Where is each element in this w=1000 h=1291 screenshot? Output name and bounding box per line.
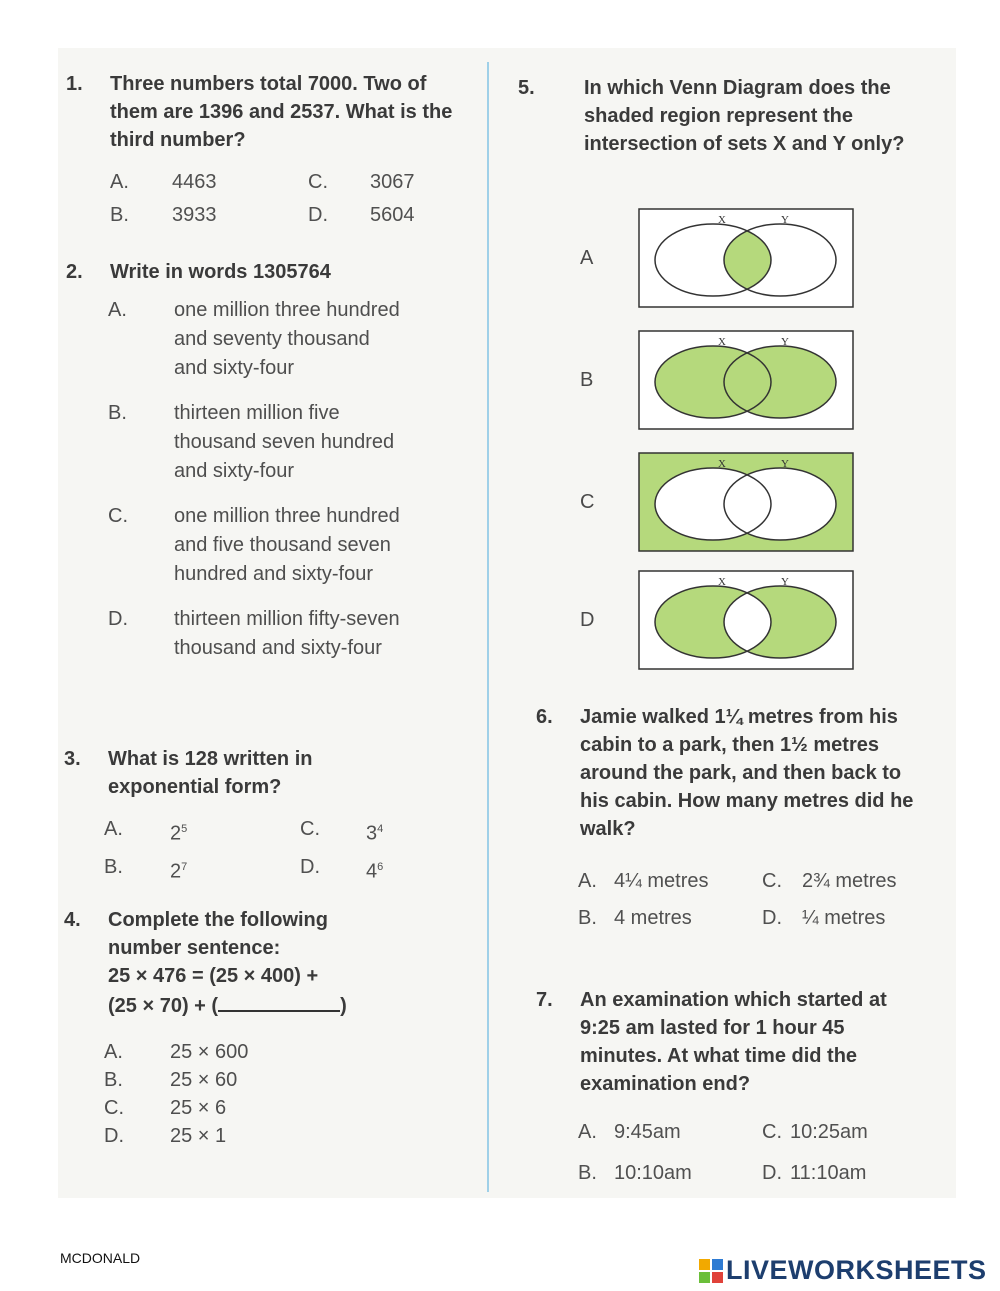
question-4	[64, 906, 474, 1150]
option-letter: A.	[108, 299, 127, 321]
question-line: 25 × 476 = (25 × 400) +	[108, 965, 319, 987]
option-b[interactable]	[170, 851, 300, 889]
question-text: Write in words 1305764	[110, 261, 331, 283]
question-text: Three numbers total 7000. Two of them are 1396 and 2537. What is the third number?	[110, 73, 453, 151]
set-x-label: X	[718, 214, 726, 226]
option-b[interactable]	[108, 399, 408, 486]
option-letter: A	[580, 246, 594, 269]
question-line: number sentence:	[108, 937, 281, 959]
venn-option-c[interactable]	[580, 452, 854, 552]
exponent-base: 2	[170, 822, 182, 845]
option-letter: C.	[108, 505, 128, 527]
question-7	[536, 986, 936, 1194]
option-c[interactable]: 3067	[370, 171, 415, 193]
question-text: In which Venn Diagram does the shaded region represent the intersection of sets X and Y only?	[584, 77, 905, 155]
set-x-label: X	[718, 576, 726, 588]
question-line: (25 × 70) + (	[108, 995, 219, 1017]
question-text	[108, 906, 474, 1020]
option-letter: D.	[762, 1162, 782, 1184]
option-text: one million three hundred and seventy thousand and sixty-four	[174, 299, 400, 379]
question-number: 4.	[64, 909, 81, 931]
option-b[interactable]: 4 metres	[614, 907, 692, 929]
option-text: thirteen million five thousand seven hundred and sixty-four	[174, 402, 395, 482]
option-d[interactable]	[108, 605, 408, 663]
option-letter: C	[580, 490, 595, 513]
option-a[interactable]: 4¼ metres	[614, 870, 709, 892]
option-letter: D.	[108, 608, 128, 630]
question-number: 5.	[518, 77, 535, 99]
option-letter: D	[580, 608, 595, 631]
set-y-label: Y	[781, 336, 789, 348]
option-a[interactable]	[104, 1038, 474, 1066]
option-text: thirteen million fifty-seven thousand and sixty-four	[174, 608, 400, 659]
set-y-label: Y	[781, 458, 789, 470]
option-letter: A.	[578, 870, 597, 892]
set-y-label: Y	[781, 576, 789, 588]
question-2	[66, 258, 476, 663]
option-text: 25 × 1	[170, 1125, 227, 1147]
option-b[interactable]	[104, 1066, 474, 1094]
exponent-base: 3	[366, 822, 378, 845]
venn-diagram	[638, 570, 854, 670]
liveworksheets-wordmark: LIVEWORKSHEETS	[726, 1255, 987, 1285]
venn-option-a[interactable]	[580, 208, 854, 308]
option-letter: A.	[104, 1041, 123, 1063]
question-6	[536, 703, 936, 937]
option-d[interactable]: 11:10am	[790, 1162, 867, 1184]
question-text: An examination which started at 9:25 am lasted for 1 hour 45 minutes. At what time did the examination end?	[580, 989, 887, 1095]
question-text: Jamie walked 1¼ metres from his cabin to a park, then 1½ metres around the park, and then back to his cabin. How many metres did he walk?	[580, 706, 914, 840]
question-5	[518, 74, 938, 158]
set-x-label: X	[718, 458, 726, 470]
exponent: 7	[181, 860, 188, 873]
exponent: 4	[377, 823, 384, 835]
venn-option-b[interactable]	[580, 330, 854, 430]
option-text: one million three hundred and five thousand seven hundred and sixty-four	[174, 505, 400, 585]
option-d[interactable]: 5604	[370, 204, 415, 226]
option-c[interactable]: 2¾ metres	[802, 870, 897, 892]
question-number: 1.	[66, 73, 83, 95]
set-y-label: Y	[781, 214, 789, 226]
option-c[interactable]: 10:25am	[790, 1121, 868, 1143]
option-d[interactable]	[366, 851, 446, 889]
option-letter: B.	[578, 907, 597, 929]
option-letter: A.	[578, 1121, 597, 1143]
question-line: Complete the following	[108, 909, 328, 931]
question-number: 6.	[536, 706, 553, 728]
option-a[interactable]: 4463	[172, 171, 217, 193]
question-number: 7.	[536, 989, 553, 1011]
option-letter: C.	[762, 870, 782, 892]
question-text: What is 128 written in exponential form?	[108, 748, 313, 798]
option-letter: A.	[110, 171, 129, 193]
option-letter: B.	[578, 1162, 597, 1184]
option-c[interactable]	[366, 813, 446, 851]
option-letter: D.	[104, 1125, 124, 1147]
option-letter: D.	[762, 907, 782, 929]
option-text: 25 × 6	[170, 1097, 227, 1119]
set-x-label: X	[718, 336, 726, 348]
liveworksheets-icon	[698, 1258, 724, 1284]
option-c[interactable]	[108, 502, 408, 589]
option-d[interactable]	[104, 1122, 474, 1150]
exponent-base: 2	[170, 860, 182, 883]
answer-blank[interactable]	[218, 990, 340, 1012]
option-letter: B.	[108, 402, 127, 424]
option-letter: B	[580, 368, 594, 391]
option-b[interactable]: 3933	[172, 204, 217, 226]
question-number: 2.	[66, 261, 83, 283]
option-letter: A.	[104, 818, 123, 840]
question-number: 3.	[64, 748, 81, 770]
option-c[interactable]	[104, 1094, 474, 1122]
exponent: 5	[181, 823, 188, 835]
option-a[interactable]	[170, 813, 300, 851]
column-divider	[487, 62, 489, 1192]
option-letter: B.	[104, 855, 123, 878]
option-text: 25 × 60	[170, 1069, 238, 1091]
option-d[interactable]: ¼ metres	[802, 907, 886, 929]
question-1	[66, 70, 476, 232]
option-letter: B.	[104, 1069, 123, 1091]
option-letter: C.	[762, 1121, 782, 1143]
option-text: 25 × 600	[170, 1041, 249, 1063]
option-a[interactable]: 9:45am	[614, 1121, 681, 1143]
liveworksheets-logo	[698, 1255, 987, 1286]
option-letter: C.	[104, 1097, 124, 1119]
exponent-base: 4	[366, 860, 378, 883]
question-3	[64, 745, 474, 888]
option-letter: C.	[300, 818, 320, 840]
exponent: 6	[377, 860, 384, 873]
option-b[interactable]: 10:10am	[614, 1162, 692, 1184]
option-letter: D.	[308, 204, 328, 226]
venn-option-d[interactable]	[580, 570, 854, 670]
author-name: MCDONALD	[60, 1250, 141, 1266]
option-letter: D.	[300, 855, 320, 878]
venn-diagram	[638, 330, 854, 430]
venn-diagram	[638, 452, 854, 552]
option-letter: B.	[110, 204, 129, 226]
option-letter: C.	[308, 171, 328, 193]
option-a[interactable]	[108, 296, 408, 383]
question-line: )	[340, 995, 347, 1017]
venn-diagram	[638, 208, 854, 308]
